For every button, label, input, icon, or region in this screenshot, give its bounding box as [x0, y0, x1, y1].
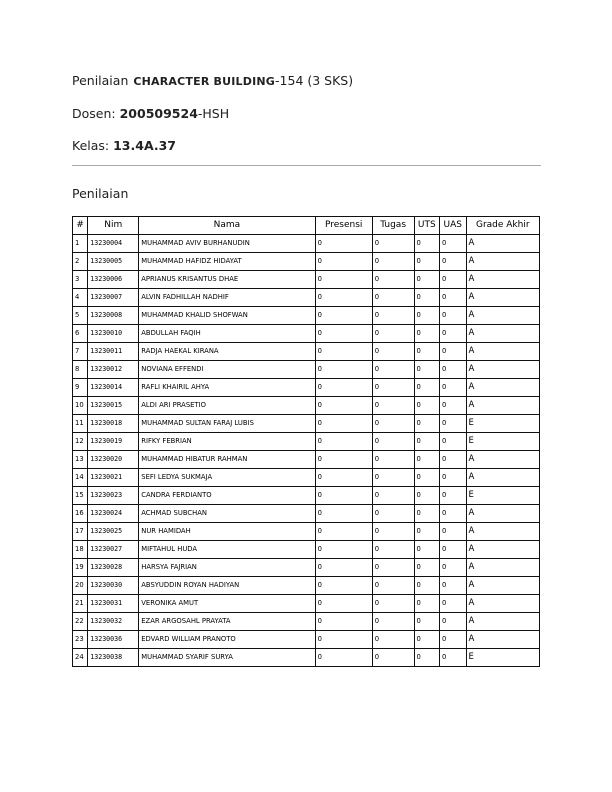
lecturer-suffix: -HSH [197, 106, 230, 121]
presensi-score: 0 [315, 433, 372, 451]
table-header-row [73, 217, 540, 235]
student-nim: 13230019 [88, 433, 139, 451]
tugas-score: 0 [372, 379, 414, 397]
table-row [73, 451, 540, 469]
uas-score: 0 [440, 469, 467, 487]
table-row [73, 415, 540, 433]
uts-score: 0 [414, 631, 439, 649]
presensi-score: 0 [315, 307, 372, 325]
student-name: MUHAMMAD KHALID SHOFWAN [139, 307, 315, 325]
uts-score: 0 [414, 271, 439, 289]
tugas-score: 0 [372, 649, 414, 667]
uts-score: 0 [414, 487, 439, 505]
tugas-score: 0 [372, 271, 414, 289]
col-tugas-header: Tugas [372, 217, 414, 235]
col-uas-header: UAS [440, 217, 467, 235]
student-nim: 13230005 [88, 253, 139, 271]
student-name: VERONIKA AMUT [139, 595, 315, 613]
presensi-score: 0 [315, 523, 372, 541]
student-name: RADJA HAEKAL KIRANA [139, 343, 315, 361]
tugas-score: 0 [372, 415, 414, 433]
student-name: MUHAMMAD SYARIF SURYA [139, 649, 315, 667]
student-nim: 13230021 [88, 469, 139, 487]
presensi-score: 0 [315, 361, 372, 379]
uas-score: 0 [440, 541, 467, 559]
uas-score: 0 [440, 505, 467, 523]
table-row [73, 559, 540, 577]
presensi-score: 0 [315, 253, 372, 271]
student-name: MUHAMMAD AVIV BURHANUDIN [139, 235, 315, 253]
presensi-score: 0 [315, 577, 372, 595]
uts-score: 0 [414, 415, 439, 433]
tugas-score: 0 [372, 397, 414, 415]
final-grade: A [466, 631, 539, 649]
row-index: 7 [73, 343, 88, 361]
student-nim: 13230015 [88, 397, 139, 415]
uas-score: 0 [440, 379, 467, 397]
presensi-score: 0 [315, 595, 372, 613]
row-index: 23 [73, 631, 88, 649]
final-grade: A [466, 541, 539, 559]
row-index: 15 [73, 487, 88, 505]
uts-score: 0 [414, 433, 439, 451]
uts-score: 0 [414, 379, 439, 397]
uts-score: 0 [414, 649, 439, 667]
student-nim: 13230027 [88, 541, 139, 559]
table-row [73, 253, 540, 271]
table-row [73, 397, 540, 415]
uts-score: 0 [414, 307, 439, 325]
row-index: 21 [73, 595, 88, 613]
course-name: CHARACTER BUILDING [133, 75, 276, 88]
uas-score: 0 [440, 397, 467, 415]
student-name: MUHAMMAD HIBATUR RAHMAN [139, 451, 315, 469]
uts-score: 0 [414, 343, 439, 361]
row-index: 10 [73, 397, 88, 415]
presensi-score: 0 [315, 541, 372, 559]
final-grade: A [466, 577, 539, 595]
student-name: HARSYA FAJRIAN [139, 559, 315, 577]
final-grade: A [466, 235, 539, 253]
student-nim: 13230020 [88, 451, 139, 469]
row-index: 1 [73, 235, 88, 253]
student-nim: 13230011 [88, 343, 139, 361]
tugas-score: 0 [372, 487, 414, 505]
row-index: 13 [73, 451, 88, 469]
row-index: 4 [73, 289, 88, 307]
tugas-score: 0 [372, 343, 414, 361]
table-row [73, 649, 540, 667]
student-name: ABDULLAH FAQIH [139, 325, 315, 343]
table-row [73, 235, 540, 253]
final-grade: A [466, 505, 539, 523]
uts-score: 0 [414, 325, 439, 343]
presensi-score: 0 [315, 559, 372, 577]
table-body [73, 235, 540, 667]
table-row [73, 595, 540, 613]
col-grade-header: Grade Akhir [466, 217, 539, 235]
uas-score: 0 [440, 361, 467, 379]
student-nim: 13230012 [88, 361, 139, 379]
row-index: 19 [73, 559, 88, 577]
table-row [73, 613, 540, 631]
uts-score: 0 [414, 613, 439, 631]
lecturer-line [72, 106, 229, 121]
student-name: MIFTAHUL HUDA [139, 541, 315, 559]
tugas-score: 0 [372, 613, 414, 631]
row-index: 6 [73, 325, 88, 343]
lecturer-id: 200509524 [119, 106, 198, 121]
student-nim: 13230024 [88, 505, 139, 523]
uts-score: 0 [414, 397, 439, 415]
row-index: 14 [73, 469, 88, 487]
student-nim: 13230036 [88, 631, 139, 649]
uts-score: 0 [414, 289, 439, 307]
final-grade: A [466, 325, 539, 343]
student-name: ACHMAD SUBCHAN [139, 505, 315, 523]
student-name: ABSYUDDIN ROYAN HADIYAN [139, 577, 315, 595]
student-name: EZAR ARGOSAHL PRAYATA [139, 613, 315, 631]
lecturer-prefix: Dosen: [72, 106, 116, 121]
table-row [73, 487, 540, 505]
row-index: 24 [73, 649, 88, 667]
final-grade: A [466, 397, 539, 415]
table-row [73, 307, 540, 325]
student-name: ALDI ARI PRASETIO [139, 397, 315, 415]
uts-score: 0 [414, 559, 439, 577]
uas-score: 0 [440, 307, 467, 325]
tugas-score: 0 [372, 559, 414, 577]
presensi-score: 0 [315, 235, 372, 253]
tugas-score: 0 [372, 577, 414, 595]
row-index: 17 [73, 523, 88, 541]
student-nim: 13230008 [88, 307, 139, 325]
row-index: 8 [73, 361, 88, 379]
col-presensi-header: Presensi [315, 217, 372, 235]
tugas-score: 0 [372, 325, 414, 343]
final-grade: A [466, 271, 539, 289]
uas-score: 0 [440, 631, 467, 649]
tugas-score: 0 [372, 307, 414, 325]
row-index: 11 [73, 415, 88, 433]
final-grade: A [466, 595, 539, 613]
presensi-score: 0 [315, 451, 372, 469]
table-row [73, 361, 540, 379]
class-code: 13.4A.37 [113, 138, 176, 153]
uts-score: 0 [414, 253, 439, 271]
student-name: MUHAMMAD HAFIDZ HIDAYAT [139, 253, 315, 271]
student-nim: 13230038 [88, 649, 139, 667]
student-nim: 13230010 [88, 325, 139, 343]
presensi-score: 0 [315, 487, 372, 505]
student-nim: 13230032 [88, 613, 139, 631]
row-index: 12 [73, 433, 88, 451]
tugas-score: 0 [372, 451, 414, 469]
tugas-score: 0 [372, 235, 414, 253]
final-grade: A [466, 613, 539, 631]
uts-score: 0 [414, 595, 439, 613]
row-index: 3 [73, 271, 88, 289]
tugas-score: 0 [372, 289, 414, 307]
student-name: CANDRA FERDIANTO [139, 487, 315, 505]
student-nim: 13230018 [88, 415, 139, 433]
final-grade: A [466, 523, 539, 541]
table-row [73, 325, 540, 343]
table-row [73, 433, 540, 451]
tugas-score: 0 [372, 541, 414, 559]
table-row [73, 631, 540, 649]
student-name: NUR HAMIDAH [139, 523, 315, 541]
final-grade: A [466, 253, 539, 271]
tugas-score: 0 [372, 433, 414, 451]
presensi-score: 0 [315, 505, 372, 523]
student-nim: 13230028 [88, 559, 139, 577]
table-row [73, 343, 540, 361]
presensi-score: 0 [315, 397, 372, 415]
uas-score: 0 [440, 235, 467, 253]
tugas-score: 0 [372, 523, 414, 541]
student-name: RAFLI KHAIRIL AHYA [139, 379, 315, 397]
uts-score: 0 [414, 541, 439, 559]
tugas-score: 0 [372, 253, 414, 271]
course-prefix: Penilaian [72, 73, 129, 88]
row-index: 22 [73, 613, 88, 631]
final-grade: E [466, 487, 539, 505]
uas-score: 0 [440, 289, 467, 307]
col-nim-header: Nim [88, 217, 139, 235]
uas-score: 0 [440, 433, 467, 451]
presensi-score: 0 [315, 469, 372, 487]
presensi-score: 0 [315, 271, 372, 289]
uas-score: 0 [440, 523, 467, 541]
student-name: EDVARD WILLIAM PRANOTO [139, 631, 315, 649]
uas-score: 0 [440, 325, 467, 343]
final-grade: A [466, 361, 539, 379]
student-nim: 13230014 [88, 379, 139, 397]
final-grade: A [466, 343, 539, 361]
uts-score: 0 [414, 235, 439, 253]
uas-score: 0 [440, 415, 467, 433]
presensi-score: 0 [315, 343, 372, 361]
student-nim: 13230007 [88, 289, 139, 307]
tugas-score: 0 [372, 505, 414, 523]
uas-score: 0 [440, 595, 467, 613]
class-line [72, 138, 176, 153]
presensi-score: 0 [315, 613, 372, 631]
uas-score: 0 [440, 271, 467, 289]
presensi-score: 0 [315, 289, 372, 307]
final-grade: A [466, 379, 539, 397]
final-grade: E [466, 649, 539, 667]
student-nim: 13230023 [88, 487, 139, 505]
row-index: 20 [73, 577, 88, 595]
table-row [73, 577, 540, 595]
student-name: MUHAMMAD SULTAN FARAJ LUBIS [139, 415, 315, 433]
col-index-header: # [73, 217, 88, 235]
grades-table [72, 216, 540, 667]
presensi-score: 0 [315, 631, 372, 649]
final-grade: A [466, 559, 539, 577]
final-grade: A [466, 307, 539, 325]
uas-score: 0 [440, 487, 467, 505]
row-index: 16 [73, 505, 88, 523]
uts-score: 0 [414, 469, 439, 487]
student-name: RIFKY FEBRIAN [139, 433, 315, 451]
final-grade: A [466, 451, 539, 469]
table-row [73, 469, 540, 487]
presensi-score: 0 [315, 649, 372, 667]
class-prefix: Kelas: [72, 138, 110, 153]
course-heading [72, 73, 353, 88]
presensi-score: 0 [315, 415, 372, 433]
student-nim: 13230031 [88, 595, 139, 613]
uts-score: 0 [414, 451, 439, 469]
tugas-score: 0 [372, 595, 414, 613]
section-title: Penilaian [72, 186, 129, 201]
table-row [73, 505, 540, 523]
row-index: 5 [73, 307, 88, 325]
tugas-score: 0 [372, 361, 414, 379]
final-grade: E [466, 415, 539, 433]
table-row [73, 523, 540, 541]
table-row [73, 379, 540, 397]
row-index: 2 [73, 253, 88, 271]
presensi-score: 0 [315, 379, 372, 397]
course-suffix: -154 (3 SKS) [275, 73, 354, 88]
student-name: SEFI LEDYA SUKMAJA [139, 469, 315, 487]
student-nim: 13230025 [88, 523, 139, 541]
uts-score: 0 [414, 505, 439, 523]
uas-score: 0 [440, 649, 467, 667]
student-nim: 13230030 [88, 577, 139, 595]
student-name: ALVIN FADHILLAH NADHIF [139, 289, 315, 307]
final-grade: A [466, 289, 539, 307]
uts-score: 0 [414, 577, 439, 595]
final-grade: A [466, 469, 539, 487]
uas-score: 0 [440, 253, 467, 271]
tugas-score: 0 [372, 469, 414, 487]
student-nim: 13230006 [88, 271, 139, 289]
uas-score: 0 [440, 559, 467, 577]
uas-score: 0 [440, 451, 467, 469]
table-row [73, 289, 540, 307]
tugas-score: 0 [372, 631, 414, 649]
uas-score: 0 [440, 577, 467, 595]
uas-score: 0 [440, 343, 467, 361]
uts-score: 0 [414, 361, 439, 379]
student-name: NOVIANA EFFENDI [139, 361, 315, 379]
table-row [73, 271, 540, 289]
divider [72, 165, 541, 166]
uts-score: 0 [414, 523, 439, 541]
col-nama-header: Nama [139, 217, 315, 235]
student-name: APRIANUS KRISANTUS DHAE [139, 271, 315, 289]
table-row [73, 541, 540, 559]
row-index: 18 [73, 541, 88, 559]
uas-score: 0 [440, 613, 467, 631]
col-uts-header: UTS [414, 217, 439, 235]
row-index: 9 [73, 379, 88, 397]
final-grade: E [466, 433, 539, 451]
presensi-score: 0 [315, 325, 372, 343]
student-nim: 13230004 [88, 235, 139, 253]
